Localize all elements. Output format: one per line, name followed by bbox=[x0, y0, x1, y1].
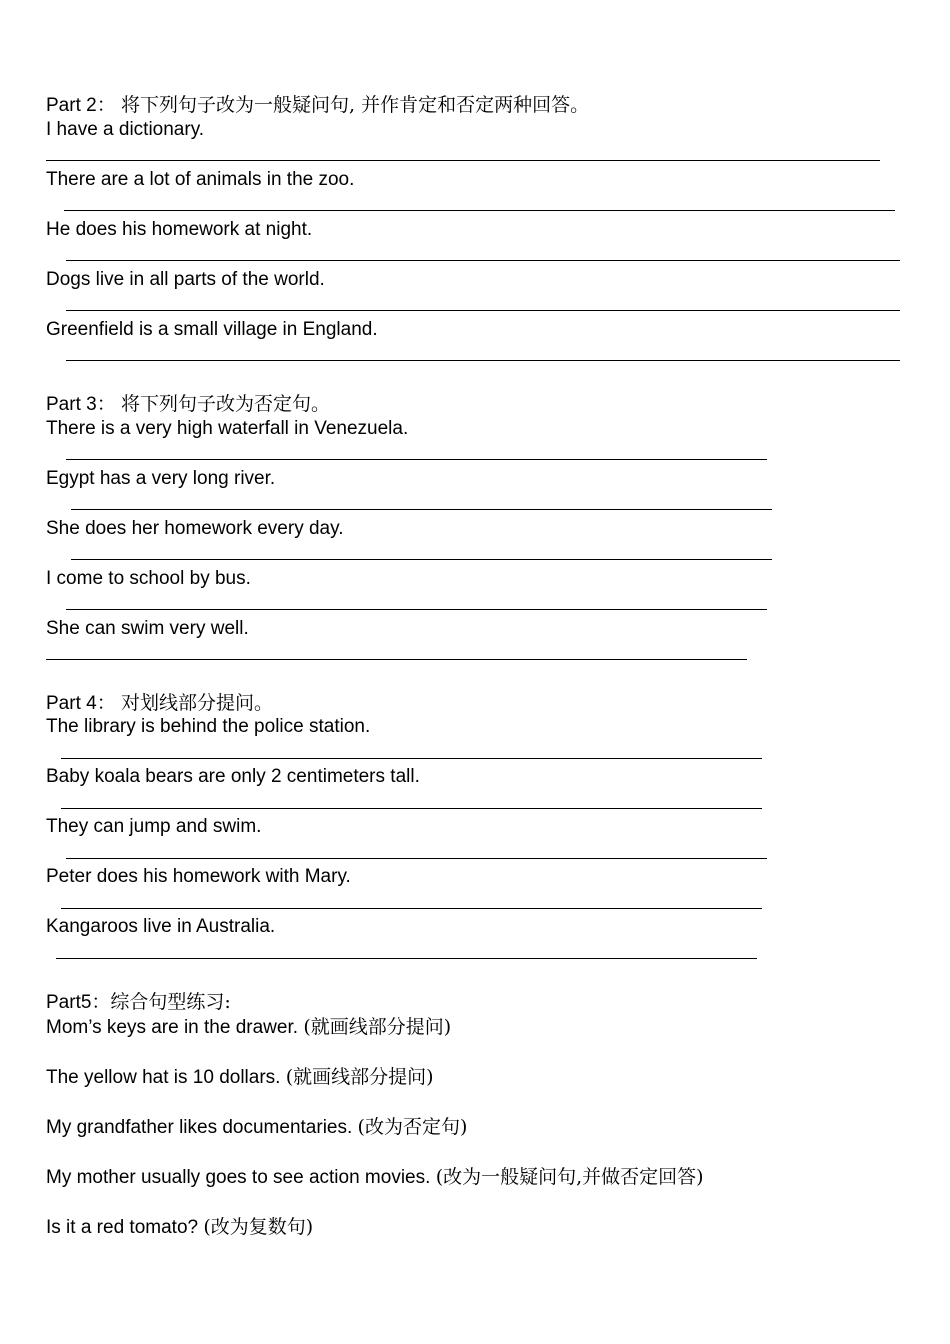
part4-sentence-2: Baby koala bears are only 2 centimeters tall. bbox=[46, 766, 420, 787]
part5-title: Part5： bbox=[46, 992, 111, 1013]
answer-line[interactable] bbox=[56, 958, 757, 959]
part3-title: Part 3： bbox=[46, 394, 116, 415]
part4-sentence-1: The library is behind the police station. bbox=[46, 716, 371, 737]
part5-sentence: Mom’s keys are in the drawer. bbox=[46, 1017, 304, 1038]
part2-sentence-4: Dogs live in all parts of the world. bbox=[46, 269, 325, 290]
part3-sentence-3: She does her homework every day. bbox=[46, 518, 344, 539]
part5-heading bbox=[46, 990, 231, 1015]
part4-title: Part 4： bbox=[46, 693, 116, 714]
part5-task: (就画线部分提问) bbox=[303, 1016, 452, 1038]
answer-line[interactable] bbox=[61, 908, 762, 909]
part5-sentence: The yellow hat is 10 dollars. bbox=[46, 1067, 286, 1088]
part2-title: Part 2： bbox=[46, 95, 116, 116]
part5-task: (就画线部分提问) bbox=[285, 1066, 434, 1088]
part3-instruction: 将下列句子改为否定句。 bbox=[120, 393, 330, 415]
part5-instruction: 综合句型练习: bbox=[110, 991, 231, 1013]
answer-line[interactable] bbox=[66, 360, 900, 361]
part2-sentence-3: He does his homework at night. bbox=[46, 219, 313, 240]
part5-item-4 bbox=[46, 1165, 704, 1190]
part2-heading bbox=[46, 93, 589, 118]
part4-instruction: 对划线部分提问。 bbox=[120, 692, 273, 714]
answer-line[interactable] bbox=[71, 559, 772, 560]
part2-sentence-1: I have a dictionary. bbox=[46, 119, 205, 140]
part4-heading bbox=[46, 691, 273, 716]
answer-line[interactable] bbox=[61, 808, 762, 809]
part5-item-1 bbox=[46, 1015, 451, 1040]
part5-sentence: My grandfather likes documentaries. bbox=[46, 1117, 358, 1138]
answer-line[interactable] bbox=[64, 210, 895, 211]
part5-task: (改为一般疑问句,并做否定回答) bbox=[435, 1166, 704, 1188]
part3-sentence-5: She can swim very well. bbox=[46, 618, 249, 639]
part3-sentence-4: I come to school by bus. bbox=[46, 568, 251, 589]
part2-instruction: 将下列句子改为一般疑问句, 并作肯定和否定两种回答。 bbox=[120, 94, 590, 116]
part4-sentence-4: Peter does his homework with Mary. bbox=[46, 866, 351, 887]
answer-line[interactable] bbox=[66, 609, 767, 610]
answer-line[interactable] bbox=[46, 160, 880, 161]
part5-task: (改为否定句) bbox=[357, 1116, 468, 1138]
answer-line[interactable] bbox=[46, 659, 747, 660]
answer-line[interactable] bbox=[71, 509, 772, 510]
part2-sentence-2: There are a lot of animals in the zoo. bbox=[46, 169, 355, 190]
part4-sentence-5: Kangaroos live in Australia. bbox=[46, 916, 276, 937]
answer-line[interactable] bbox=[66, 310, 900, 311]
answer-line[interactable] bbox=[66, 260, 900, 261]
part5-sentence: My mother usually goes to see action movies. bbox=[46, 1167, 436, 1188]
answer-line[interactable] bbox=[61, 758, 762, 759]
part3-heading bbox=[46, 392, 330, 417]
part2-sentence-5: Greenfield is a small village in England. bbox=[46, 319, 378, 340]
part5-item-3 bbox=[46, 1115, 467, 1140]
part4-sentence-3: They can jump and swim. bbox=[46, 816, 262, 837]
part5-item-2 bbox=[46, 1065, 434, 1090]
part3-sentence-1: There is a very high waterfall in Venezuela. bbox=[46, 418, 409, 439]
part5-sentence: Is it a red tomato? bbox=[46, 1217, 204, 1238]
part5-task: (改为复数句) bbox=[203, 1216, 314, 1238]
part5-item-5 bbox=[46, 1215, 313, 1240]
answer-line[interactable] bbox=[66, 858, 767, 859]
answer-line[interactable] bbox=[66, 459, 767, 460]
part3-sentence-2: Egypt has a very long river. bbox=[46, 468, 276, 489]
